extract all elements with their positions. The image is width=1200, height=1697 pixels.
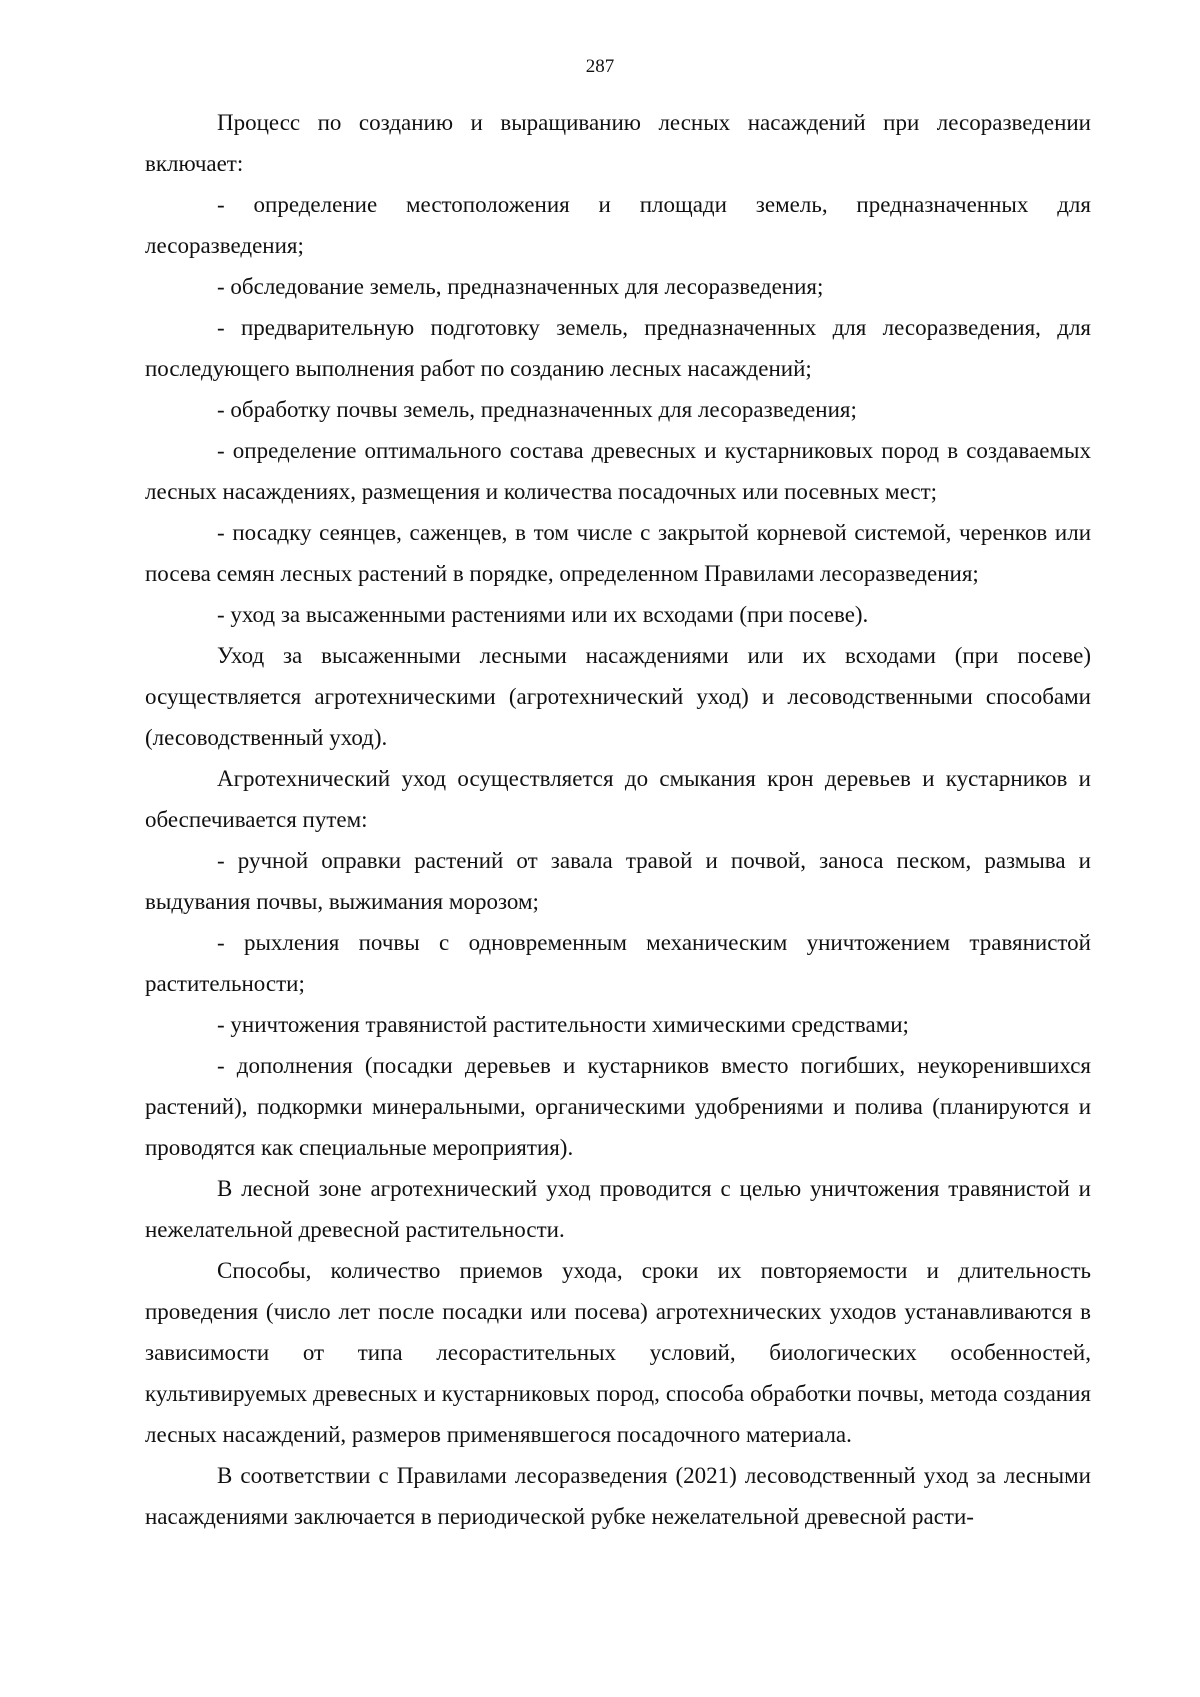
list-item-location: - определение местоположения и площади земель, предназначенных для лесоразведения; xyxy=(145,192,1091,258)
paragraph-forest-zone: В лесной зоне агротехнический уход проводится с целью уничтожения травянистой и нежелательной древесной растительности. xyxy=(145,1176,1091,1242)
paragraph-care-methods: Уход за высаженными лесными насаждениями или их всходами (при посеве) осуществляется агротехническими (агротехнический уход) и лесоводственными способами (лесоводственный уход). xyxy=(145,643,1091,750)
list-item-chemical: - уничтожения травянистой растительности химическими средствами; xyxy=(217,1012,909,1037)
list-item-composition: - определение оптимального состава древесных и кустарниковых пород в создаваемых лесных насаждениях, размещения и количества посадочных или посевных мест; xyxy=(145,438,1091,504)
list-item-soil-treatment: - обработку почвы земель, предназначенных для лесоразведения; xyxy=(217,397,857,422)
list-item-supplement: - дополнения (посадки деревьев и кустарников вместо погибших, неукоренившихся растений), подкормки минеральными, органическими удобрениями и полива (планируются и проводятся как специальные мероприятия). xyxy=(145,1053,1091,1160)
paragraph-methods-timing: Способы, количество приемов ухода, сроки их повторяемости и длительность проведения (число лет после посадки или посева) агротехнических уходов устанавливаются в зависимости от типа лесорастительных условий, биологических особенностей, культивируемых древесных и кустарниковых пород, способа обработки почвы, метода создания лесных насаждений, размеров применявшегося посадочного материала. xyxy=(145,1258,1091,1447)
list-item-survey: - обследование земель, предназначенных для лесоразведения; xyxy=(217,274,824,299)
paragraph-silvicultural-care: В соответствии с Правилами лесоразведения (2021) лесоводственный уход за лесными насаждениями заключается в периодической рубке нежелательной древесной расти- xyxy=(145,1463,1091,1529)
list-item-planting: - посадку сеянцев, саженцев, в том числе с закрытой корневой системой, черенков или посева семян лесных растений в порядке, определенном Правилами лесоразведения; xyxy=(145,520,1091,586)
list-item-loosening: - рыхления почвы с одновременным механическим уничтожением травянистой растительности; xyxy=(145,930,1091,996)
paragraph-agrotechnical-care: Агротехнический уход осуществляется до смыкания крон деревьев и кустарников и обеспечивается путем: xyxy=(145,766,1091,832)
page-number: 287 xyxy=(585,56,615,77)
list-item-care: - уход за высаженными растениями или их всходами (при посеве). xyxy=(217,602,869,627)
list-item-manual-adjustment: - ручной оправки растений от завала травой и почвой, заноса песком, размыва и выдувания почвы, выжимания морозом; xyxy=(145,848,1091,914)
paragraph-intro: Процесс по созданию и выращиванию лесных насаждений при лесоразведении включает: xyxy=(145,110,1091,176)
document-body xyxy=(145,102,1091,1537)
list-item-preparation: - предварительную подготовку земель, предназначенных для лесоразведения, для последующего выполнения работ по созданию лесных насаждений; xyxy=(145,315,1091,381)
